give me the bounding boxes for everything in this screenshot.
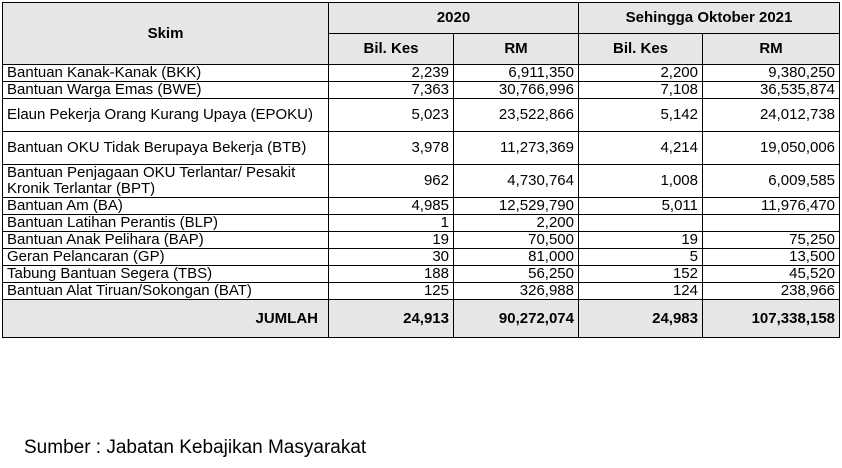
table-row [3,215,840,232]
table-row [3,65,840,82]
row-kes-2021: 19 [579,232,703,249]
row-kes-2020: 962 [329,165,454,198]
row-rm-2021: 19,050,006 [703,132,840,165]
row-rm-2020: 12,529,790 [454,198,579,215]
total-kes-2021: 24,983 [579,300,703,338]
row-rm-2021: 9,380,250 [703,65,840,82]
row-scheme-name: Bantuan Kanak-Kanak (BKK) [3,65,329,82]
table-row [3,283,840,300]
source-note: Sumber : Jabatan Kebajikan Masyarakat [24,437,367,458]
row-rm-2021: 238,966 [703,283,840,300]
row-kes-2021: 5 [579,249,703,266]
header-rm-2020: RM [454,34,579,65]
row-kes-2020: 188 [329,266,454,283]
row-scheme-name: Bantuan Anak Pelihara (BAP) [3,232,329,249]
row-rm-2020: 4,730,764 [454,165,579,198]
header-bil-kes-2021: Bil. Kes [579,34,703,65]
row-rm-2021: 24,012,738 [703,99,840,132]
skim-table [2,2,840,338]
row-kes-2020: 3,978 [329,132,454,165]
row-rm-2020: 56,250 [454,266,579,283]
row-kes-2021: 124 [579,283,703,300]
row-rm-2020: 326,988 [454,283,579,300]
row-kes-2020: 1 [329,215,454,232]
row-rm-2021 [703,215,840,232]
table-row [3,198,840,215]
row-scheme-name: Bantuan Am (BA) [3,198,329,215]
row-kes-2020: 30 [329,249,454,266]
row-rm-2020: 23,522,866 [454,99,579,132]
header-rm-2021: RM [703,34,840,65]
total-rm-2021: 107,338,158 [703,300,840,338]
row-rm-2021: 75,250 [703,232,840,249]
row-scheme-name: Tabung Bantuan Segera (TBS) [3,266,329,283]
row-kes-2020: 19 [329,232,454,249]
row-rm-2020: 2,200 [454,215,579,232]
row-rm-2021: 36,535,874 [703,82,840,99]
table-row [3,99,840,132]
row-rm-2020: 6,911,350 [454,65,579,82]
total-kes-2020: 24,913 [329,300,454,338]
row-kes-2020: 5,023 [329,99,454,132]
row-scheme-name: Bantuan Alat Tiruan/Sokongan (BAT) [3,283,329,300]
header-row-years [3,3,840,34]
row-scheme-name: Geran Pelancaran (GP) [3,249,329,266]
row-kes-2021 [579,215,703,232]
row-kes-2020: 7,363 [329,82,454,99]
row-rm-2021: 6,009,585 [703,165,840,198]
table-row [3,249,840,266]
row-kes-2020: 2,239 [329,65,454,82]
row-kes-2020: 125 [329,283,454,300]
row-kes-2021: 5,142 [579,99,703,132]
table-row [3,165,840,198]
header-year-2021: Sehingga Oktober 2021 [579,3,840,34]
row-scheme-name: Bantuan OKU Tidak Berupaya Bekerja (BTB) [3,132,329,165]
row-scheme-name: Bantuan Latihan Perantis (BLP) [3,215,329,232]
row-rm-2020: 30,766,996 [454,82,579,99]
total-label: JUMLAH [3,300,329,338]
row-rm-2020: 81,000 [454,249,579,266]
row-rm-2021: 11,976,470 [703,198,840,215]
row-kes-2021: 2,200 [579,65,703,82]
header-skim: Skim [3,3,329,65]
table-row [3,232,840,249]
row-scheme-name: Bantuan Warga Emas (BWE) [3,82,329,99]
row-kes-2021: 1,008 [579,165,703,198]
row-rm-2020: 11,273,369 [454,132,579,165]
row-rm-2021: 13,500 [703,249,840,266]
row-kes-2021: 152 [579,266,703,283]
header-bil-kes-2020: Bil. Kes [329,34,454,65]
row-scheme-name: Bantuan Penjagaan OKU Terlantar/ Pesakit Kronik Terlantar (BPT) [3,165,329,198]
table-row [3,132,840,165]
row-kes-2021: 4,214 [579,132,703,165]
row-rm-2020: 70,500 [454,232,579,249]
row-kes-2021: 5,011 [579,198,703,215]
row-rm-2021: 45,520 [703,266,840,283]
row-scheme-name: Elaun Pekerja Orang Kurang Upaya (EPOKU) [3,99,329,132]
table-row [3,82,840,99]
row-kes-2020: 4,985 [329,198,454,215]
header-year-2020: 2020 [329,3,579,34]
total-row [3,300,840,338]
total-rm-2020: 90,272,074 [454,300,579,338]
table-row [3,266,840,283]
row-kes-2021: 7,108 [579,82,703,99]
